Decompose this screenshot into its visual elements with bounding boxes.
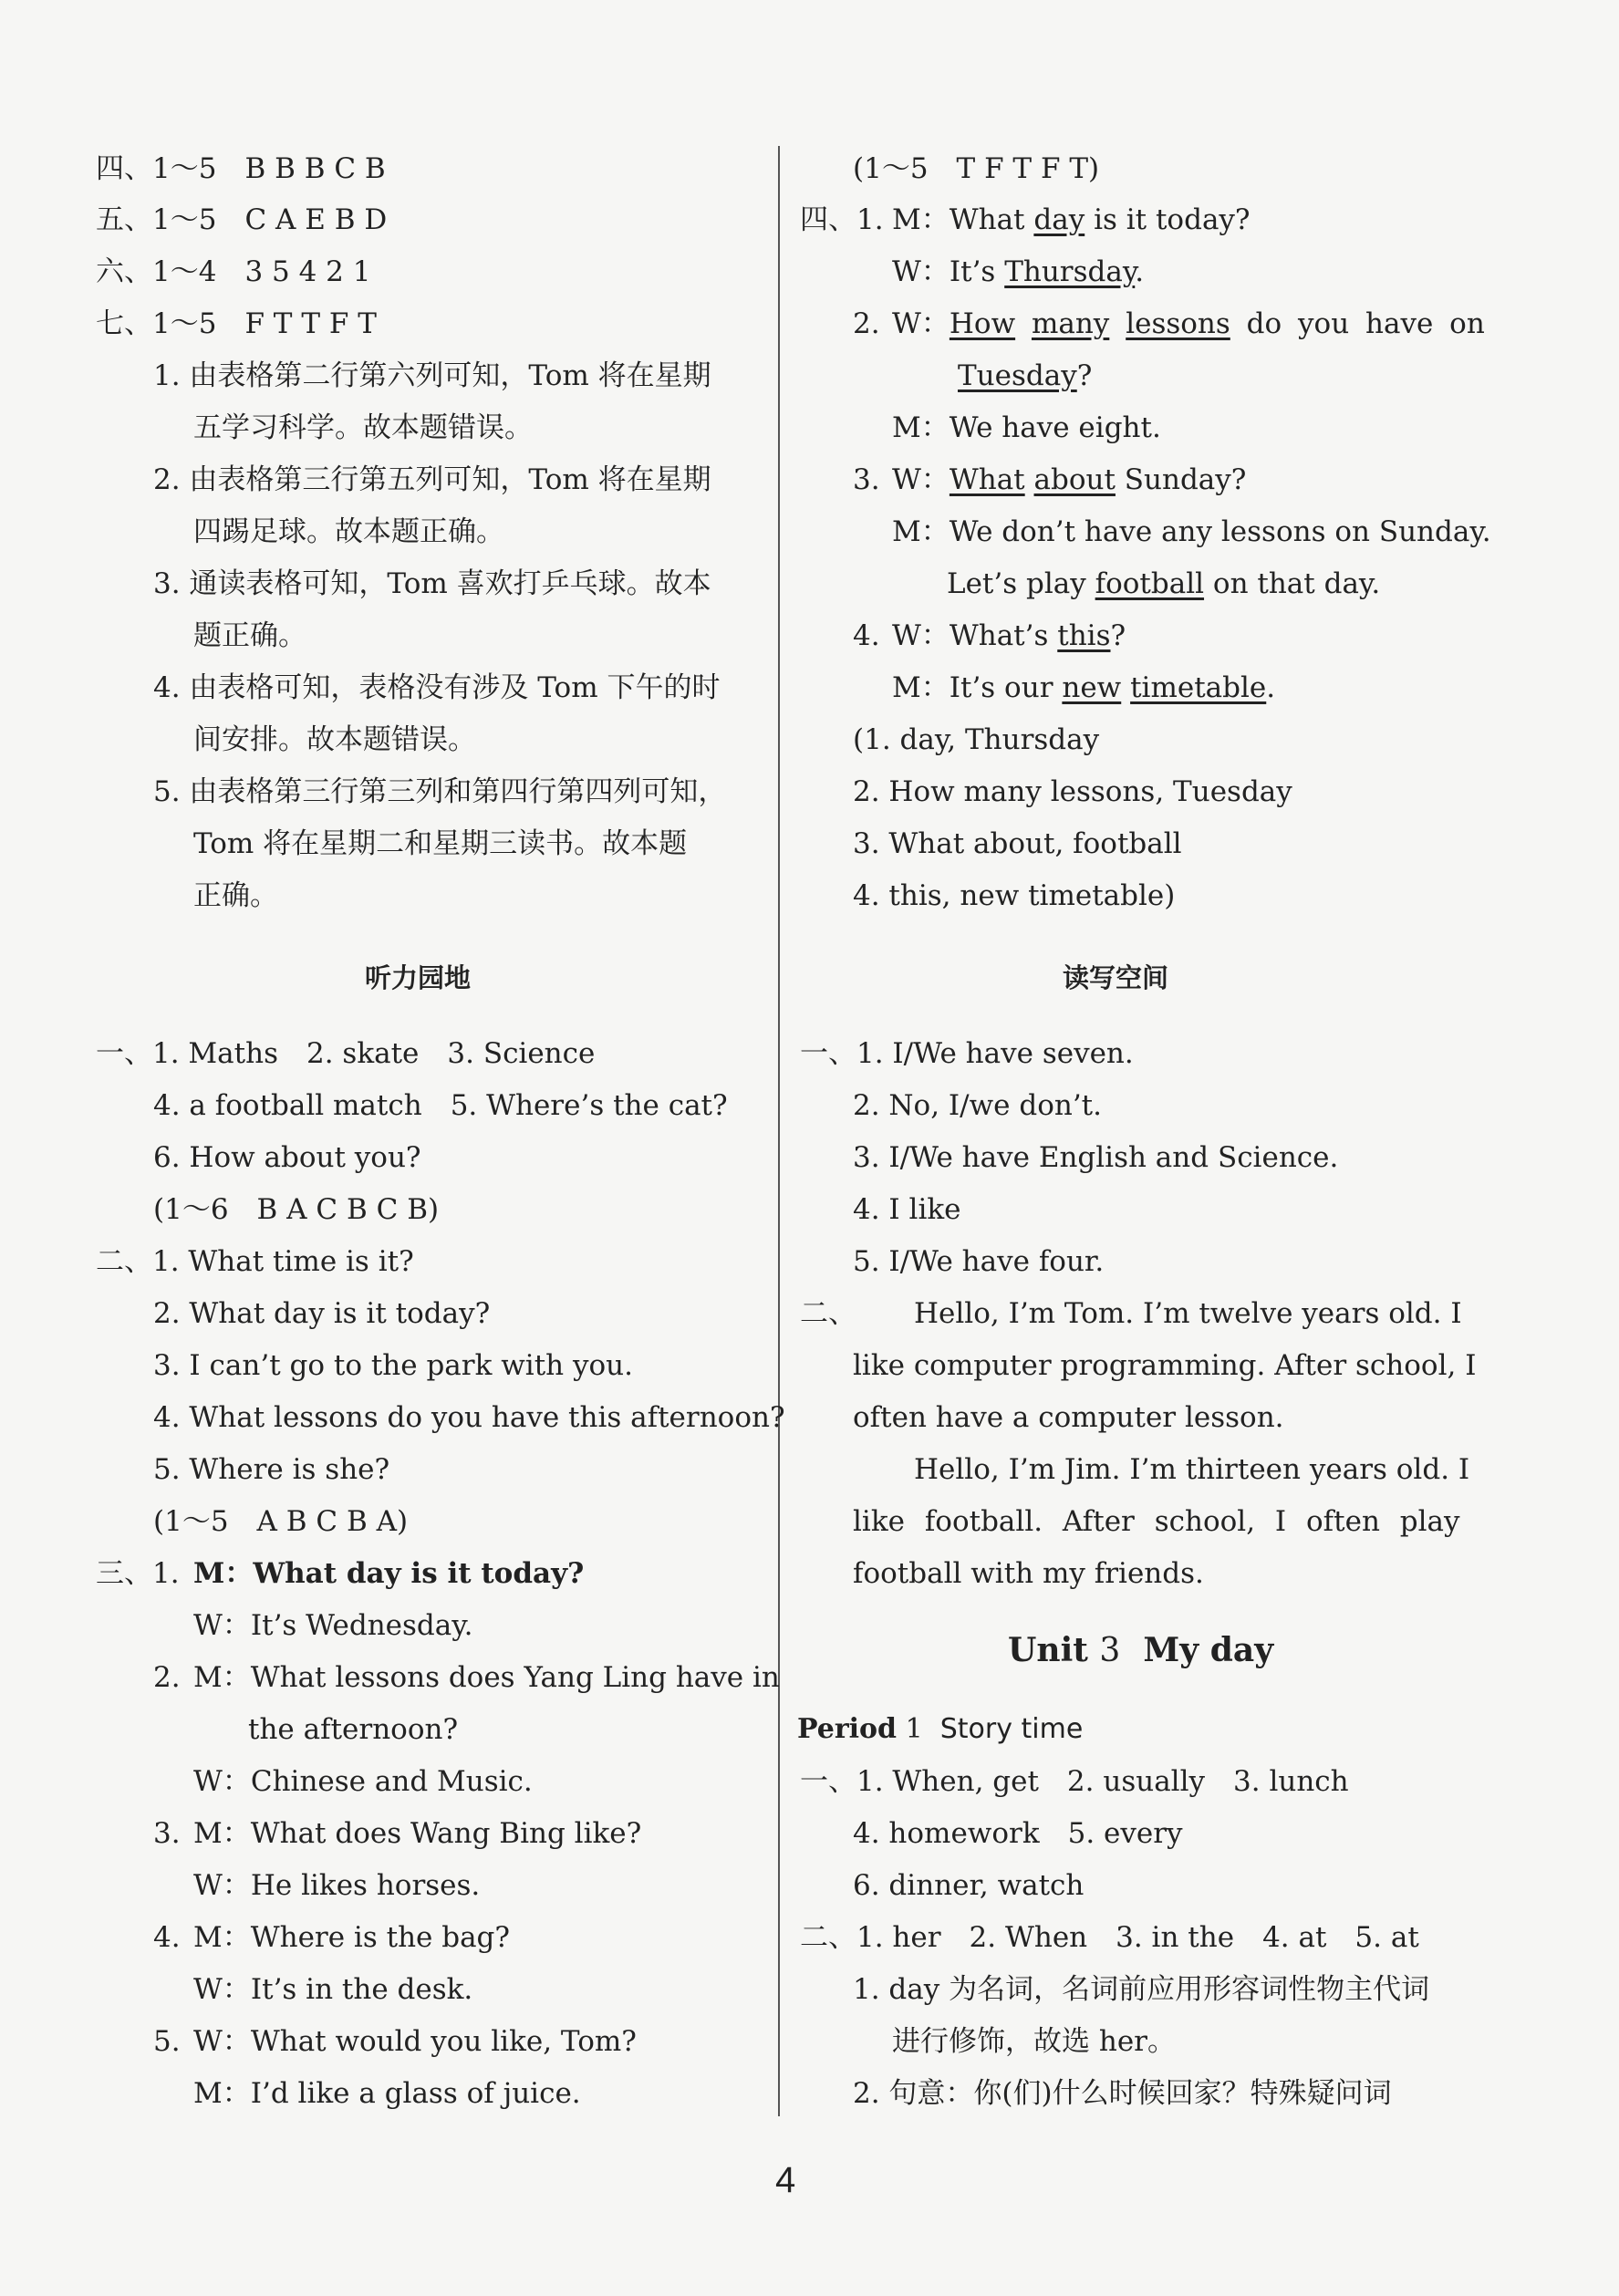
dialogue-line: W：What’s this? [892, 619, 1126, 652]
answer-section-7: 七、1～5 F T T F T [96, 307, 377, 340]
listening-answer: 4. a football match 5. Where’s the cat? [153, 1089, 728, 1122]
dialogue-line: M：We don’t have any lessons on Sunday. [892, 515, 1491, 548]
period-answer: 二、1. her 2. When 3. in the 4. at 5. at [800, 1921, 1419, 1954]
dialogue-line: M：What does Wang Bing like? [193, 1817, 642, 1850]
period-answer: 4. homework 5. every [853, 1817, 1183, 1850]
dialogue-line: W：How many lessons do you have on [892, 307, 1485, 340]
explanation-line: 四踢足球。故本题正确。 [193, 515, 504, 548]
dialogue-line: W：It’s in the desk. [193, 1973, 473, 2006]
writing-line: like football. After school, I often play [853, 1505, 1460, 1538]
dialogue-line: W：It’s Wednesday. [193, 1609, 473, 1642]
period-answer: 6. dinner, watch [853, 1869, 1085, 1902]
explanation-line: 3. 通读表格可知，Tom 喜欢打乒乓球。故本 [153, 567, 711, 600]
explanation-line: 题正确。 [193, 619, 306, 652]
writing-line: Hello, I’m Jim. I’m thirteen years old. I [914, 1453, 1470, 1486]
reading-answer: 4. I like [853, 1193, 961, 1226]
listening-answer: 6. How about you? [153, 1141, 421, 1174]
page-number: 4 [775, 2160, 796, 2200]
dialogue-number: 3. [153, 1817, 181, 1850]
answer-line: (1～5 T F T F T) [853, 152, 1100, 185]
column-divider [778, 146, 780, 2116]
dialogue-number: 3. [853, 463, 880, 496]
dialogue-number: 5. [153, 2025, 181, 2058]
listening-answer: 二、1. What time is it? [96, 1245, 414, 1278]
dialogue-line: M：It’s our new timetable. [892, 671, 1276, 704]
dialogue-line: Tuesday? [958, 359, 1093, 392]
explanation-line: 进行修饰，故选 her。 [892, 2025, 1176, 2058]
dialogue-number: 2. [153, 1661, 181, 1694]
answer-section-5: 五、1～5 C A E B D [96, 203, 388, 236]
listening-answer: (1～5 A B C B A) [153, 1505, 409, 1538]
explanation-line: Tom 将在星期二和星期三读书。故本题 [193, 827, 688, 860]
dialogue-line: W：He likes horses. [193, 1869, 481, 1902]
listening-answer: (1～6 B A C B C B) [153, 1193, 440, 1226]
listening-answer: 一、1. Maths 2. skate 3. Science [96, 1037, 596, 1070]
explanation-line: 4. 由表格可知，表格没有涉及 Tom 下午的时 [153, 671, 721, 704]
dialogue-number: 2. [853, 307, 880, 340]
section-heading-reading-writing: 读写空间 [1063, 962, 1169, 993]
period-answer: 一、1. When, get 2. usually 3. lunch [800, 1765, 1349, 1798]
explanation-line: 正确。 [193, 879, 278, 912]
answer-section-6: 六、1～4 3 5 4 2 1 [96, 255, 371, 288]
writing-line: football with my friends. [853, 1557, 1204, 1590]
dialogue-number: 4. [853, 619, 880, 652]
dialogue-line: M：What lessons does Yang Ling have in [193, 1661, 780, 1694]
writing-number: 二、 [800, 1297, 856, 1330]
answer-key-line: (1. day, Thursday [853, 723, 1100, 756]
explanation-line: 1. day 为名词，名词前应用形容词性物主代词 [853, 1973, 1430, 2006]
answer-key-line: 2. How many lessons, Tuesday [853, 775, 1292, 808]
writing-line: often have a computer lesson. [853, 1401, 1284, 1434]
answer-section-4: 四、1～5 B B B C B [96, 152, 386, 185]
dialogue-number: 四、1. [800, 203, 884, 236]
listening-answer: 4. What lessons do you have this afternoon? [153, 1401, 785, 1434]
reading-answer: 2. No, I/we don’t. [853, 1089, 1102, 1122]
dialogue-line: W：What about Sunday? [892, 463, 1247, 496]
listening-answer: 3. I can’t go to the park with you. [153, 1349, 633, 1382]
dialogue-line: M：Where is the bag? [193, 1921, 511, 1954]
explanation-line: 2. 句意：你(们)什么时候回家？特殊疑问词 [853, 2077, 1392, 2110]
dialogue-line: M：What day is it today? [892, 203, 1251, 236]
reading-answer: 5. I/We have four. [853, 1245, 1105, 1278]
reading-answer: 一、1. I/We have seven. [800, 1037, 1134, 1070]
dialogue-line: M：What day is it today? [193, 1557, 585, 1590]
dialogue-number: 4. [153, 1921, 181, 1954]
dialogue-line: W：It’s Thursday. [892, 255, 1145, 288]
dialogue-line: M：I’d like a glass of juice. [193, 2077, 581, 2110]
explanation-line: 五学习科学。故本题错误。 [193, 411, 533, 444]
period-heading: Period 1 Story time [797, 1713, 1084, 1745]
dialogue-number: 三、1. [96, 1557, 180, 1590]
listening-answer: 2. What day is it today? [153, 1297, 491, 1330]
explanation-line: 间安排。故本题错误。 [193, 723, 476, 756]
explanation-line: 5. 由表格第三行第三列和第四行第四列可知， [153, 775, 727, 808]
unit-heading: Unit 3 My day [1008, 1631, 1274, 1669]
dialogue-line: Let’s play football on that day. [947, 567, 1381, 600]
listening-answer: 5. Where is she? [153, 1453, 390, 1486]
writing-line: like computer programming. After school, I [853, 1349, 1477, 1382]
explanation-line: 2. 由表格第三行第五列可知，Tom 将在星期 [153, 463, 711, 496]
dialogue-line: W：Chinese and Music. [193, 1765, 533, 1798]
answer-key-line: 4. this, new timetable) [853, 879, 1176, 912]
dialogue-line: M：We have eight. [892, 411, 1161, 444]
writing-line: Hello, I’m Tom. I’m twelve years old. I [914, 1297, 1462, 1330]
dialogue-line: W：What would you like, Tom? [193, 2025, 637, 2058]
explanation-line: 1. 由表格第二行第六列可知，Tom 将在星期 [153, 359, 711, 392]
section-heading-listening: 听力园地 [365, 962, 472, 993]
answer-key-line: 3. What about, football [853, 827, 1182, 860]
reading-answer: 3. I/We have English and Science. [853, 1141, 1339, 1174]
dialogue-line: the afternoon? [248, 1713, 459, 1746]
